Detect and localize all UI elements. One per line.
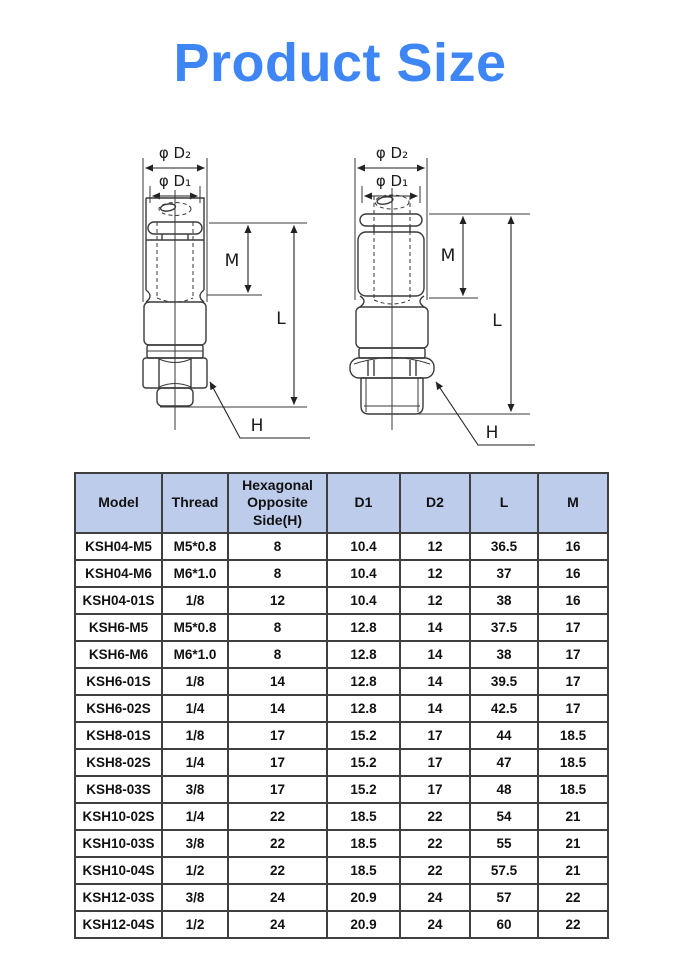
- m-cell: 18.5: [538, 776, 608, 803]
- m-cell: 16: [538, 533, 608, 560]
- d1-cell: 15.2: [327, 749, 400, 776]
- m-cell: 17: [538, 614, 608, 641]
- table-row: [75, 803, 608, 830]
- hex-side-cell: 24: [228, 884, 327, 911]
- d1-cell: 20.9: [327, 884, 400, 911]
- m-cell: 17: [538, 641, 608, 668]
- table-row: [75, 641, 608, 668]
- column-header-m: M: [538, 473, 608, 533]
- d1-cell: 10.4: [327, 560, 400, 587]
- l-cell: 57: [470, 884, 538, 911]
- model-cell: KSH8-02S: [75, 749, 162, 776]
- m-cell: 17: [538, 668, 608, 695]
- table-row: [75, 695, 608, 722]
- spec-table-header: [75, 473, 608, 533]
- column-header-model: Model: [75, 473, 162, 533]
- d1-cell: 20.9: [327, 911, 400, 938]
- hex-side-cell: 17: [228, 722, 327, 749]
- model-cell: KSH12-03S: [75, 884, 162, 911]
- fitting-diagram-right: [330, 130, 560, 460]
- l-cell: 57.5: [470, 857, 538, 884]
- l-cell: 54: [470, 803, 538, 830]
- thread-cell: 3/8: [162, 884, 228, 911]
- d2-cell: 12: [400, 587, 470, 614]
- l-cell: 55: [470, 830, 538, 857]
- thread-cell: M6*1.0: [162, 560, 228, 587]
- l-cell: 48: [470, 776, 538, 803]
- model-cell: KSH6-M5: [75, 614, 162, 641]
- fitting-diagram-left: [110, 130, 330, 460]
- column-header-d2: D2: [400, 473, 470, 533]
- d1-cell: 12.8: [327, 695, 400, 722]
- table-row: [75, 776, 608, 803]
- fitting-body: [143, 190, 207, 430]
- dimension-l: [390, 217, 530, 415]
- d1-cell: 10.4: [327, 587, 400, 614]
- model-cell: KSH04-M5: [75, 533, 162, 560]
- model-cell: KSH04-M6: [75, 560, 162, 587]
- d2-cell: 22: [400, 857, 470, 884]
- m-cell: 21: [538, 830, 608, 857]
- d2-cell: 14: [400, 695, 470, 722]
- table-row: [75, 614, 608, 641]
- m-cell: 17: [538, 695, 608, 722]
- l-cell: 42.5: [470, 695, 538, 722]
- hex-side-cell: 17: [228, 776, 327, 803]
- model-cell: KSH10-02S: [75, 803, 162, 830]
- m-cell: 22: [538, 884, 608, 911]
- table-row: [75, 830, 608, 857]
- hex-side-cell: 17: [228, 749, 327, 776]
- m-cell: 16: [538, 560, 608, 587]
- d2-cell: 14: [400, 668, 470, 695]
- dim-label-h: H: [250, 416, 264, 436]
- d2-cell: 17: [400, 749, 470, 776]
- l-cell: 60: [470, 911, 538, 938]
- thread-cell: 1/2: [162, 857, 228, 884]
- d2-cell: 22: [400, 803, 470, 830]
- table-row: [75, 911, 608, 938]
- l-cell: 37: [470, 560, 538, 587]
- d2-cell: 17: [400, 722, 470, 749]
- m-cell: 21: [538, 803, 608, 830]
- l-cell: 38: [470, 587, 538, 614]
- dimension-m: [429, 214, 530, 298]
- l-cell: 44: [470, 722, 538, 749]
- hex-side-cell: 24: [228, 911, 327, 938]
- model-cell: KSH12-04S: [75, 911, 162, 938]
- hex-side-cell: 8: [228, 641, 327, 668]
- header-row: [75, 473, 608, 533]
- hex-side-cell: 22: [228, 857, 327, 884]
- thread-cell: 1/8: [162, 668, 228, 695]
- dim-label-h: H: [485, 423, 499, 443]
- thread-cell: 1/8: [162, 722, 228, 749]
- l-cell: 36.5: [470, 533, 538, 560]
- spec-table: [74, 472, 609, 939]
- d2-cell: 12: [400, 533, 470, 560]
- thread-cell: 1/4: [162, 695, 228, 722]
- d1-cell: 18.5: [327, 803, 400, 830]
- hex-side-cell: 14: [228, 695, 327, 722]
- table-row: [75, 749, 608, 776]
- d1-cell: 12.8: [327, 668, 400, 695]
- table-row: [75, 884, 608, 911]
- dimension-h: [210, 382, 310, 438]
- dimension-m: [207, 223, 307, 295]
- dim-label-d1: φ D₁: [158, 172, 192, 190]
- d1-cell: 15.2: [327, 776, 400, 803]
- column-header-hex-side: Hexagonal Opposite Side(H): [228, 473, 327, 533]
- d1-cell: 18.5: [327, 830, 400, 857]
- d2-cell: 14: [400, 641, 470, 668]
- table-row: [75, 722, 608, 749]
- thread-cell: 1/4: [162, 749, 228, 776]
- dim-label-m: M: [224, 251, 240, 271]
- thread-cell: 1/4: [162, 803, 228, 830]
- m-cell: 21: [538, 857, 608, 884]
- d1-cell: 10.4: [327, 533, 400, 560]
- l-cell: 38: [470, 641, 538, 668]
- hex-side-cell: 22: [228, 803, 327, 830]
- d2-cell: 14: [400, 614, 470, 641]
- dim-label-d1: φ D₁: [375, 172, 409, 190]
- dim-label-m: M: [440, 246, 456, 266]
- d2-cell: 24: [400, 911, 470, 938]
- thread-cell: 1/8: [162, 587, 228, 614]
- thread-cell: 3/8: [162, 830, 228, 857]
- model-cell: KSH8-01S: [75, 722, 162, 749]
- d1-cell: 15.2: [327, 722, 400, 749]
- d1-cell: 12.8: [327, 641, 400, 668]
- model-cell: KSH6-01S: [75, 668, 162, 695]
- hex-side-cell: 8: [228, 614, 327, 641]
- dimension-d2: [355, 144, 427, 300]
- d1-cell: 18.5: [327, 857, 400, 884]
- d2-cell: 17: [400, 776, 470, 803]
- page-title: Product Size: [173, 33, 507, 93]
- m-cell: 22: [538, 911, 608, 938]
- model-cell: KSH04-01S: [75, 587, 162, 614]
- hex-side-cell: 12: [228, 587, 327, 614]
- d1-cell: 12.8: [327, 614, 400, 641]
- hex-side-cell: 14: [228, 668, 327, 695]
- m-cell: 16: [538, 587, 608, 614]
- model-cell: KSH6-02S: [75, 695, 162, 722]
- dim-label-d2: φ D₂: [375, 144, 409, 162]
- dimension-d1: [362, 172, 420, 203]
- table-row: [75, 668, 608, 695]
- spec-table-body: [75, 533, 608, 938]
- dim-label-l: L: [492, 311, 502, 331]
- m-cell: 18.5: [538, 722, 608, 749]
- dim-label-d2: φ D₂: [158, 144, 192, 162]
- l-cell: 39.5: [470, 668, 538, 695]
- thread-cell: M6*1.0: [162, 641, 228, 668]
- thread-cell: 3/8: [162, 776, 228, 803]
- column-header-d1: D1: [327, 473, 400, 533]
- table-row: [75, 560, 608, 587]
- fitting-body: [350, 188, 434, 430]
- hex-side-cell: 8: [228, 533, 327, 560]
- hex-side-cell: 8: [228, 560, 327, 587]
- d2-cell: 24: [400, 884, 470, 911]
- column-header-thread: Thread: [162, 473, 228, 533]
- hex-side-cell: 22: [228, 830, 327, 857]
- l-cell: 47: [470, 749, 538, 776]
- table-row: [75, 533, 608, 560]
- model-cell: KSH6-M6: [75, 641, 162, 668]
- d2-cell: 22: [400, 830, 470, 857]
- thread-cell: M5*0.8: [162, 533, 228, 560]
- dim-label-l: L: [276, 309, 286, 329]
- model-cell: KSH10-04S: [75, 857, 162, 884]
- model-cell: KSH10-03S: [75, 830, 162, 857]
- l-cell: 37.5: [470, 614, 538, 641]
- table-row: [75, 857, 608, 884]
- d2-cell: 12: [400, 560, 470, 587]
- thread-cell: 1/2: [162, 911, 228, 938]
- thread-cell: M5*0.8: [162, 614, 228, 641]
- table-row: [75, 587, 608, 614]
- column-header-l: L: [470, 473, 538, 533]
- model-cell: KSH8-03S: [75, 776, 162, 803]
- m-cell: 18.5: [538, 749, 608, 776]
